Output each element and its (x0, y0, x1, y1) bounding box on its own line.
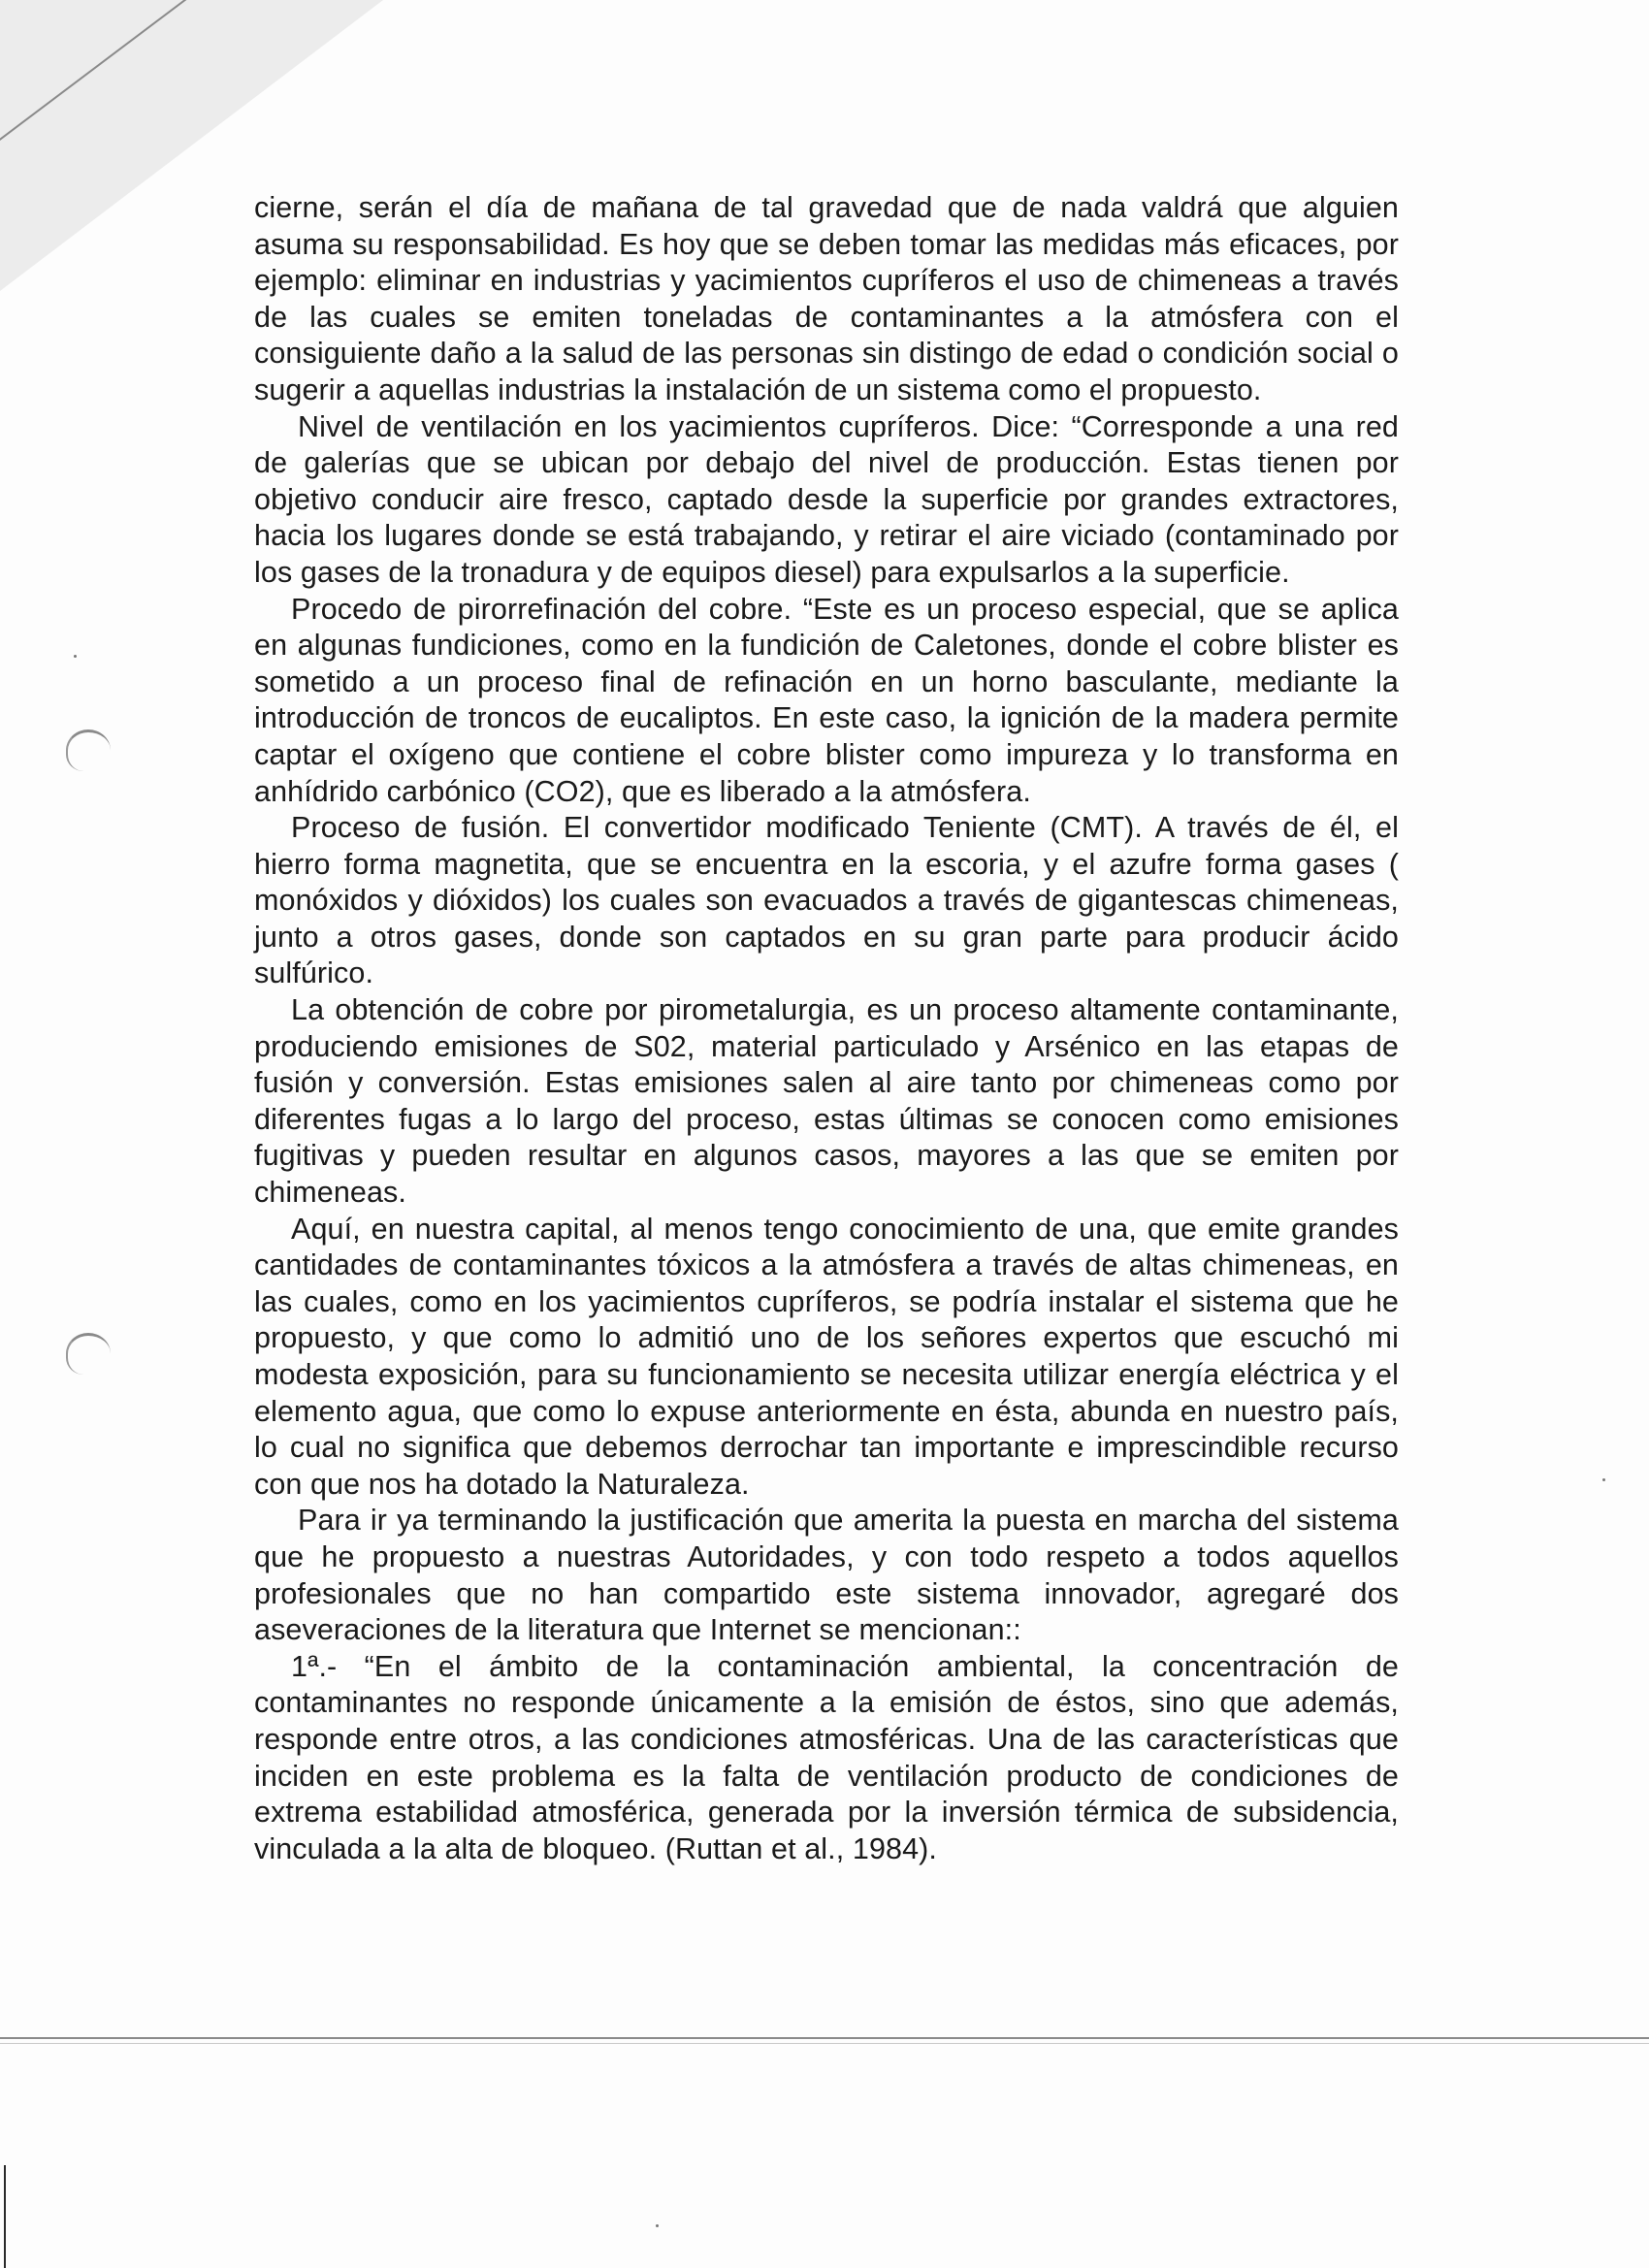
paragraph-aseveracion-1: 1ª.- “En el ámbito de la contaminación ambiental, la concentración de contaminantes no responde únicamente a la emisión de éstos, sino que además, responde entre otros, a las condiciones atmosféricas. Una de las características que inciden en este problema es la falta de ventilación producto de condiciones de extrema estabilidad atmosférica, generada por la inversión térmica de subsidencia, vinculada a la alta de bloqueo. (Ruttan et al., 1984). (254, 1649, 1399, 1865)
page-left-edge (4, 2165, 6, 2268)
paragraph-ventilation: Nivel de ventilación en los yacimientos cupríferos. Dice: “Corresponde a una red de galerías que se ubican por debajo del nivel de producción. Estas tienen por objetivo conducir aire fresco, captado desde la superficie por grandes extractores, hacia los lugares donde se está trabajando, y retirar el aire viciado (contaminado por los gases de la tronadura y de equipos diesel) para expulsarlos a la superficie. (254, 409, 1399, 589)
paragraph-continuation: cierne, serán el día de mañana de tal gravedad que de nada valdrá que alguien asuma su responsabilidad. Es hoy que se deben tomar las medidas más eficaces, por ejemplo: eliminar en industrias y yacimientos cupríferos el uso de chimeneas a través de las cuales se emiten toneladas de contaminantes a la atmósfera con el consiguiente daño a la salud de las personas sin distingo de edad o condición social o sugerir a aquellas industrias la instalación de un sistema como el propuesto. (254, 191, 1399, 406)
scan-speck (74, 655, 77, 658)
paragraph-pirorrefinacion: Procedo de pirorrefinación del cobre. “Este es un proceso especial, que se aplica en algunas fundiciones, como en la fundición de Caletones, donde el cobre blister es sometido a un proceso final de refinación en un horno basculante, mediante la introducción de troncos de eucaliptos. En este caso, la ignición de la madera permite captar el oxígeno que contiene el cobre blister como impureza y lo transforma en anhídrido carbónico (CO2), que es liberado a la atmósfera. (254, 592, 1399, 808)
paragraph-pirometalurgia: La obtención de cobre por pirometalurgia, es un proceso altamente contaminante, produciendo emisiones de S02, material particulado y Arsénico en las etapas de fusión y conversión. Estas emisiones salen al aire tanto por chimeneas como por diferentes fugas a lo largo del proceso, estas últimas se conocen como emisiones fugitivas y pueden resultar en algunos casos, mayores a las que se emiten por chimeneas. (254, 993, 1399, 1210)
document-body (254, 190, 1399, 1867)
scanner-edge-line (0, 2037, 1649, 2039)
scan-speck (656, 2224, 659, 2227)
punch-hole-top (66, 729, 111, 771)
paragraph-fusion: Proceso de fusión. El convertidor modificado Teniente (CMT). A través de él, el hierro forma magnetita, que se encuentra en la escoria, y el azufre forma gases ( monóxidos y dióxidos) los cuales son evacuados a través de gigantescas chimeneas, junto a otros gases, donde son captados en su gran parte para producir ácido sulfúrico. (254, 811, 1399, 990)
paragraph-capital: Aquí, en nuestra capital, al menos tengo conocimiento de una, que emite grandes cantidades de contaminantes tóxicos a la atmósfera a través de altas chimeneas, en las cuales, como en los yacimientos cupríferos, se podría instalar el sistema que he propuesto, y que como lo admitió uno de los señores expertos que escuchó mi modesta exposición, para su funcionamiento se necesita utilizar energía eléctrica y el elemento agua, que como lo expuse anteriormente en ésta, abunda en nuestro país, lo cual no significa que debemos derrochar tan importante e imprescindible recurso con que nos ha dotado la Naturaleza. (254, 1212, 1399, 1501)
punch-hole-bottom (66, 1333, 111, 1375)
scanner-edge-line-shadow (0, 2043, 1649, 2044)
paragraph-justificacion: Para ir ya terminando la justificación que amerita la puesta en marcha del sistema que he propuesto a nuestras Autoridades, y con todo respeto a todos aquellos profesionales que no han compartido este sistema innovador, agregaré dos aseveraciones de la literatura que Internet se mencionan:: (254, 1504, 1399, 1647)
scan-speck (1602, 1478, 1605, 1481)
